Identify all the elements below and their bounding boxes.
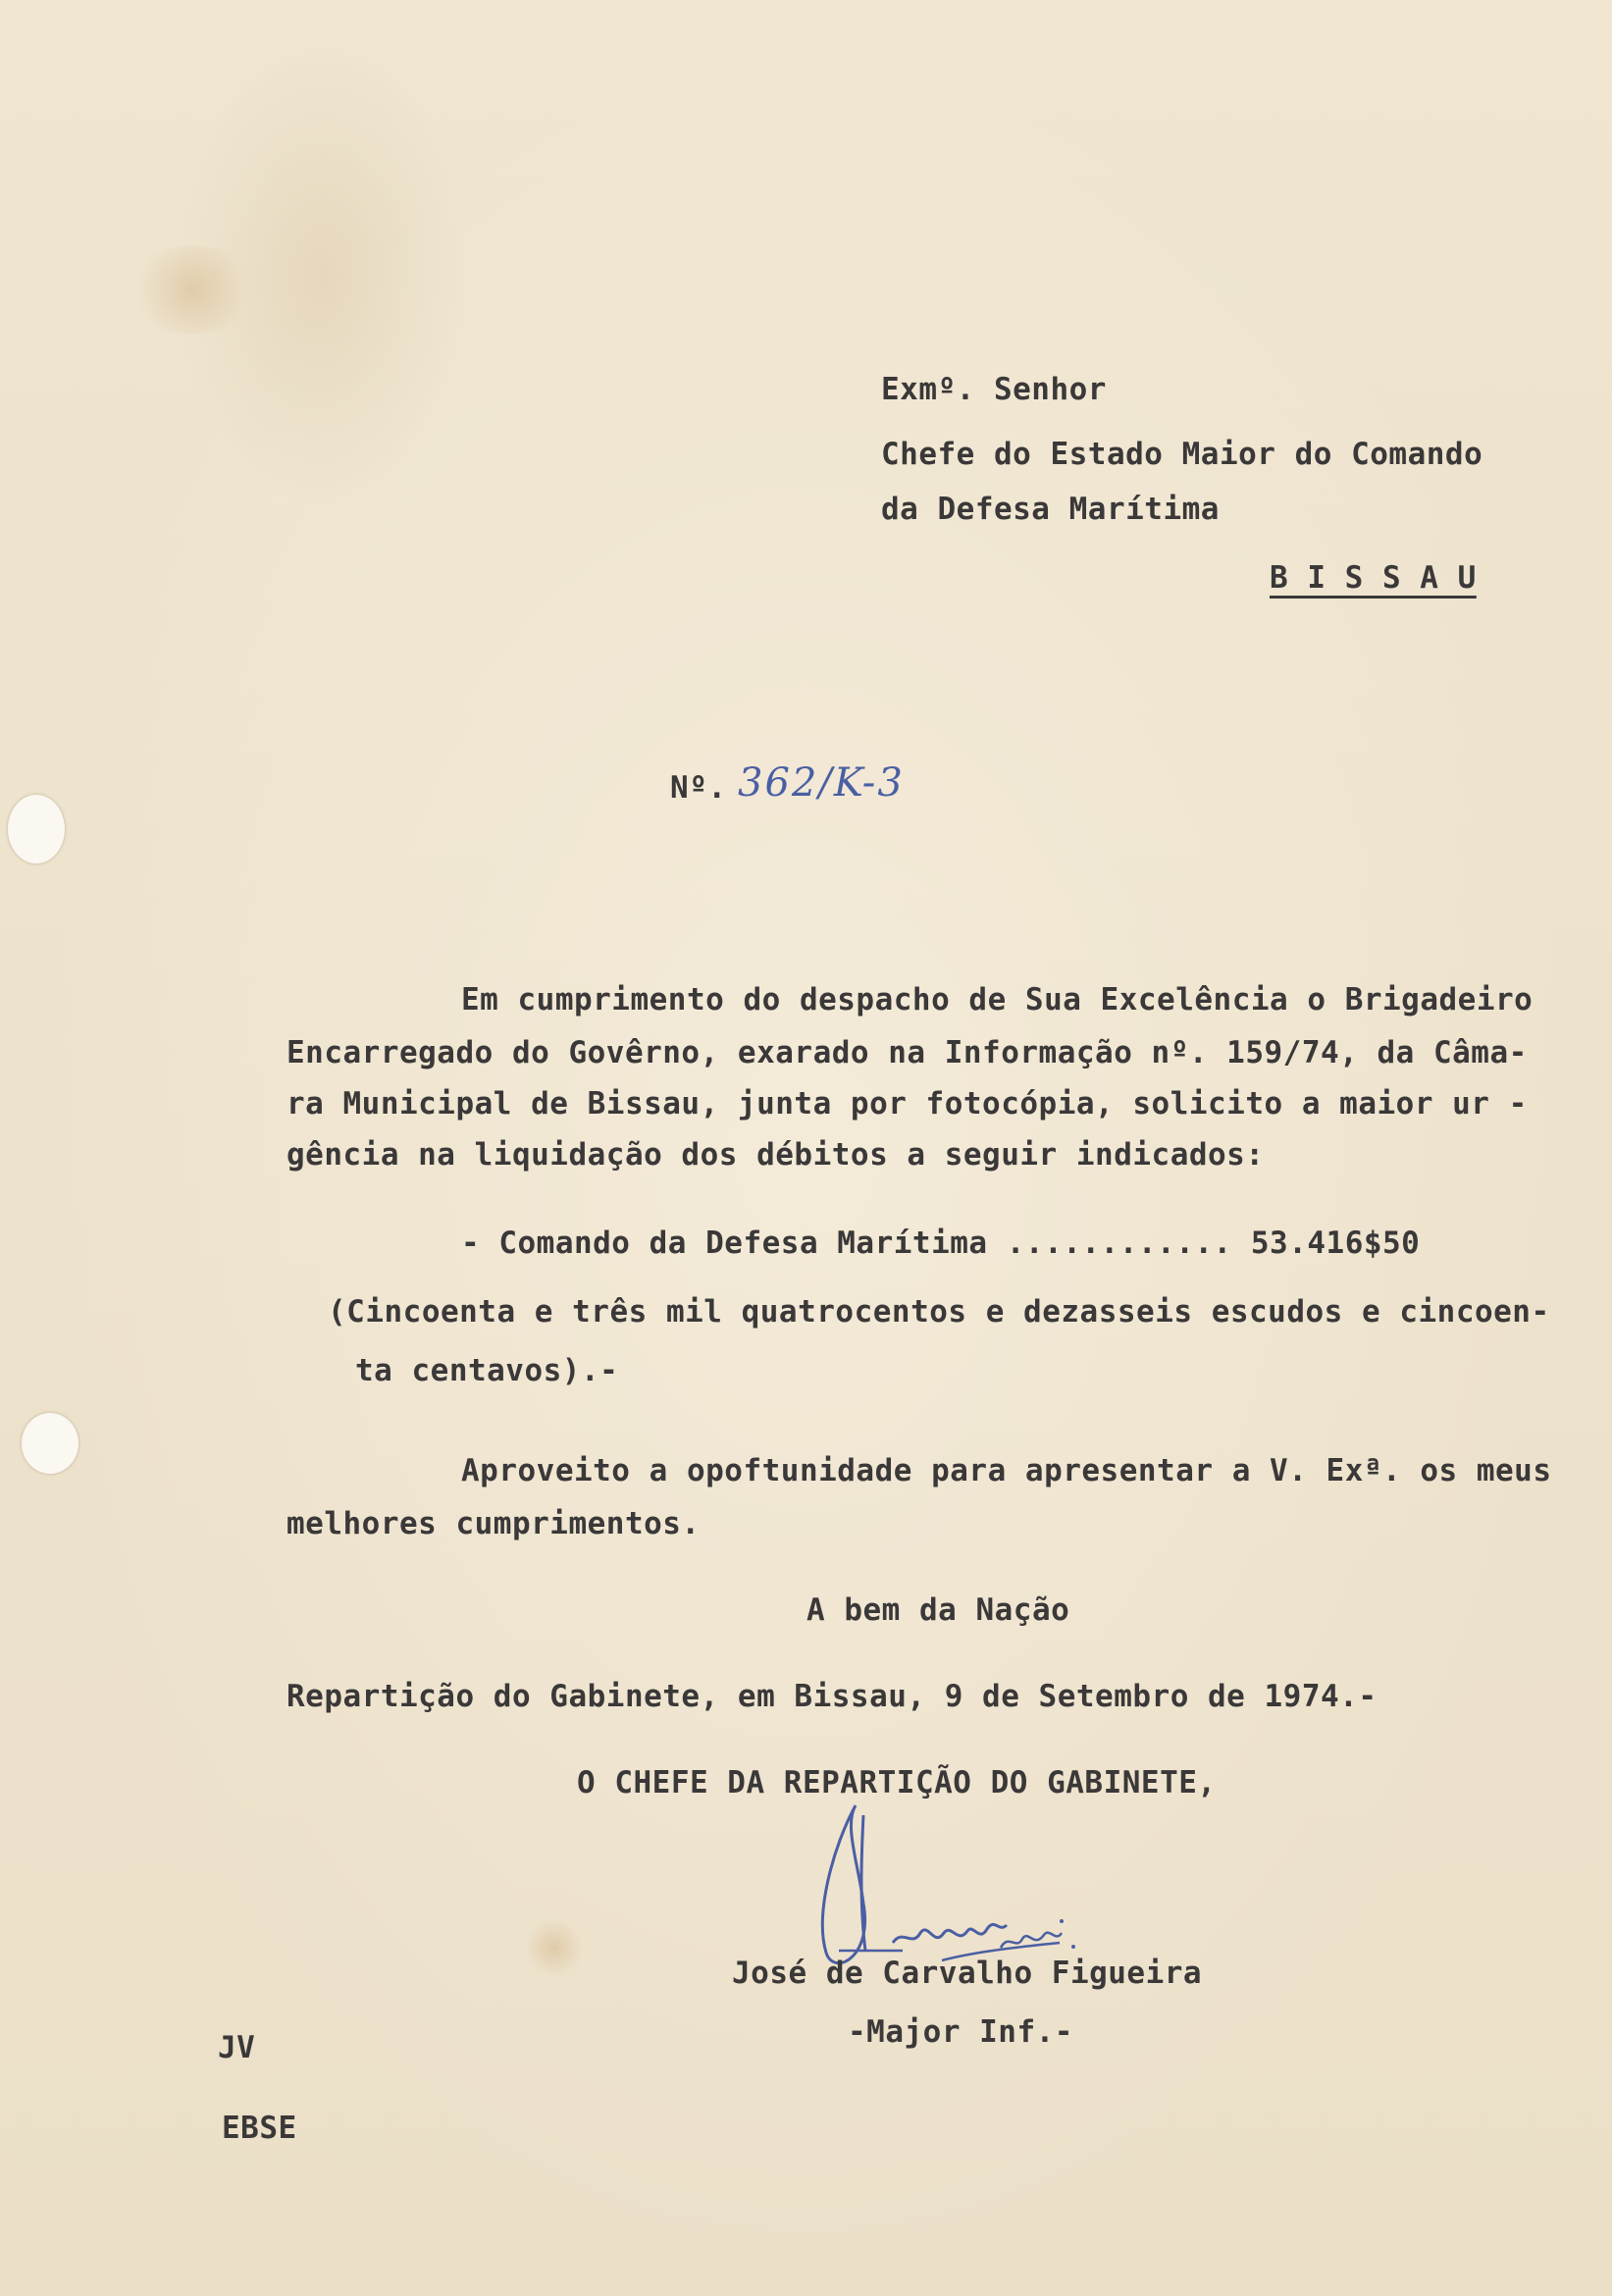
- salutation: Exmº. Senhor: [881, 372, 1107, 407]
- reference-prefix: Nº.: [670, 770, 727, 806]
- reference-number: 362/K-3: [738, 760, 905, 806]
- paragraph-1-line-2: Encarregado do Govêrno, exarado na Informação nº. 159/74, da Câma-: [286, 1035, 1528, 1070]
- debt-words-line-1: (Cincoenta e três mil quatrocentos e dezasseis escudos e cincoen-: [328, 1294, 1550, 1330]
- paper-stain: [128, 245, 255, 334]
- paragraph-2-line-2: melhores cumprimentos.: [286, 1506, 701, 1541]
- closing-motto: A bem da Nação: [806, 1592, 1070, 1628]
- place-date: Repartição do Gabinete, em Bissau, 9 de Setembro de 1974.-: [286, 1679, 1378, 1714]
- punch-hole-top: [8, 795, 65, 863]
- paragraph-1-line-1: Em cumprimento do despacho de Sua Excelência o Brigadeiro: [461, 982, 1534, 1018]
- footer-initials-2: EBSE: [222, 2111, 297, 2146]
- debt-item: - Comando da Defesa Marítima ............ 53.416$50: [461, 1226, 1421, 1261]
- addressee-line-1: Chefe do Estado Maior do Comando: [881, 437, 1483, 472]
- paragraph-1-line-3: ra Municipal de Bissau, junta por fotocópia, solicito a maior ur -: [286, 1086, 1528, 1122]
- signer-name: José de Carvalho Figueira: [732, 1956, 1203, 1991]
- signer-title: O CHEFE DA REPARTIÇÃO DO GABINETE,: [577, 1765, 1217, 1800]
- punch-hole-bottom: [22, 1413, 78, 1474]
- handwritten-signature: [805, 1786, 1128, 1982]
- debt-words-line-2: ta centavos).-: [355, 1353, 619, 1388]
- paper-stain: [525, 1918, 584, 1977]
- footer-initials-1: JV: [218, 2030, 256, 2065]
- addressee-line-2: da Defesa Marítima: [881, 492, 1220, 527]
- addressee-city: B I S S A U: [1270, 560, 1477, 596]
- signer-rank: -Major Inf.-: [848, 2014, 1073, 2050]
- paragraph-1-line-4: gência na liquidação dos débitos a seguir indicados:: [286, 1137, 1265, 1173]
- paragraph-2-line-1: Aproveito a opoftunidade para apresentar a V. Exª. os meus: [461, 1453, 1552, 1488]
